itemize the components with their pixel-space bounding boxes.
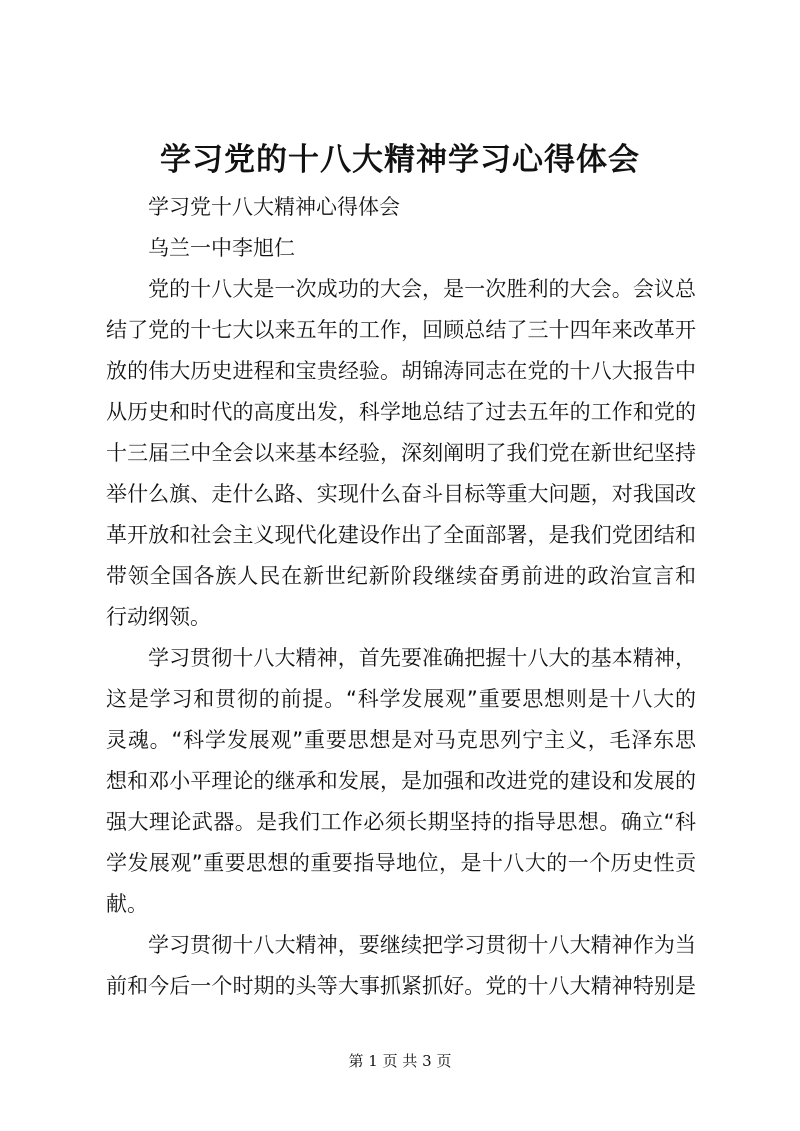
document-title: 学习党的十八大精神学习心得体会 — [160, 142, 640, 178]
paragraph-line: 带领全国各族人民在新世纪新阶段继续奋勇前进的政治宣言和 — [106, 564, 696, 588]
paragraph-line: 举什么旗、走什么路、实现什么奋斗目标等重大问题，对我国改 — [106, 482, 696, 506]
paragraph-line: 强大理论武器。是我们工作必须长期坚持的指导思想。确立“科 — [106, 810, 696, 834]
paragraph-line: 革开放和社会主义现代化建设作出了全面部署，是我们党团结和 — [106, 523, 696, 547]
paragraph-line: 灵魂。“科学发展观”重要思想是对马克思列宁主义，毛泽东思 — [106, 728, 696, 752]
author-line: 乌兰一中李旭仁 — [148, 236, 295, 260]
paragraph-line: 放的伟大历史进程和宝贵经验。胡锦涛同志在党的十八大报告中 — [106, 359, 696, 383]
paragraph-line: 十三届三中全会以来基本经验，深刻阐明了我们党在新世纪坚持 — [106, 441, 696, 465]
paragraph-line: 党的十八大是一次成功的大会，是一次胜利的大会。会议总 — [148, 277, 696, 301]
paragraph-line: 献。 — [106, 892, 148, 916]
paragraph-line: 这是学习和贯彻的前提。“科学发展观”重要思想则是十八大的 — [106, 687, 696, 711]
paragraph-line: 从历史和时代的高度出发，科学地总结了过去五年的工作和党的 — [106, 400, 696, 424]
paragraph-line: 想和邓小平理论的继承和发展，是加强和改进党的建设和发展的 — [106, 769, 696, 793]
paragraph-line: 学发展观”重要思想的重要指导地位，是十八大的一个历史性贡 — [106, 851, 696, 875]
paragraph-line: 前和今后一个时期的头等大事抓紧抓好。党的十八大精神特别是 — [106, 974, 696, 998]
paragraph-line: 结了党的十七大以来五年的工作，回顾总结了三十四年来改革开 — [106, 318, 696, 342]
paragraph-line: 学习贯彻十八大精神，首先要准确把握十八大的基本精神， — [148, 646, 696, 670]
paragraph-line: 学习贯彻十八大精神，要继续把学习贯彻十八大精神作为当 — [148, 933, 696, 957]
paragraph-line: 行动纲领。 — [106, 605, 211, 629]
subtitle-line: 学习党十八大精神心得体会 — [148, 195, 400, 219]
document-body — [106, 187, 696, 1007]
page-number-footer: 第 1 页 共 3 页 — [348, 1052, 452, 1070]
